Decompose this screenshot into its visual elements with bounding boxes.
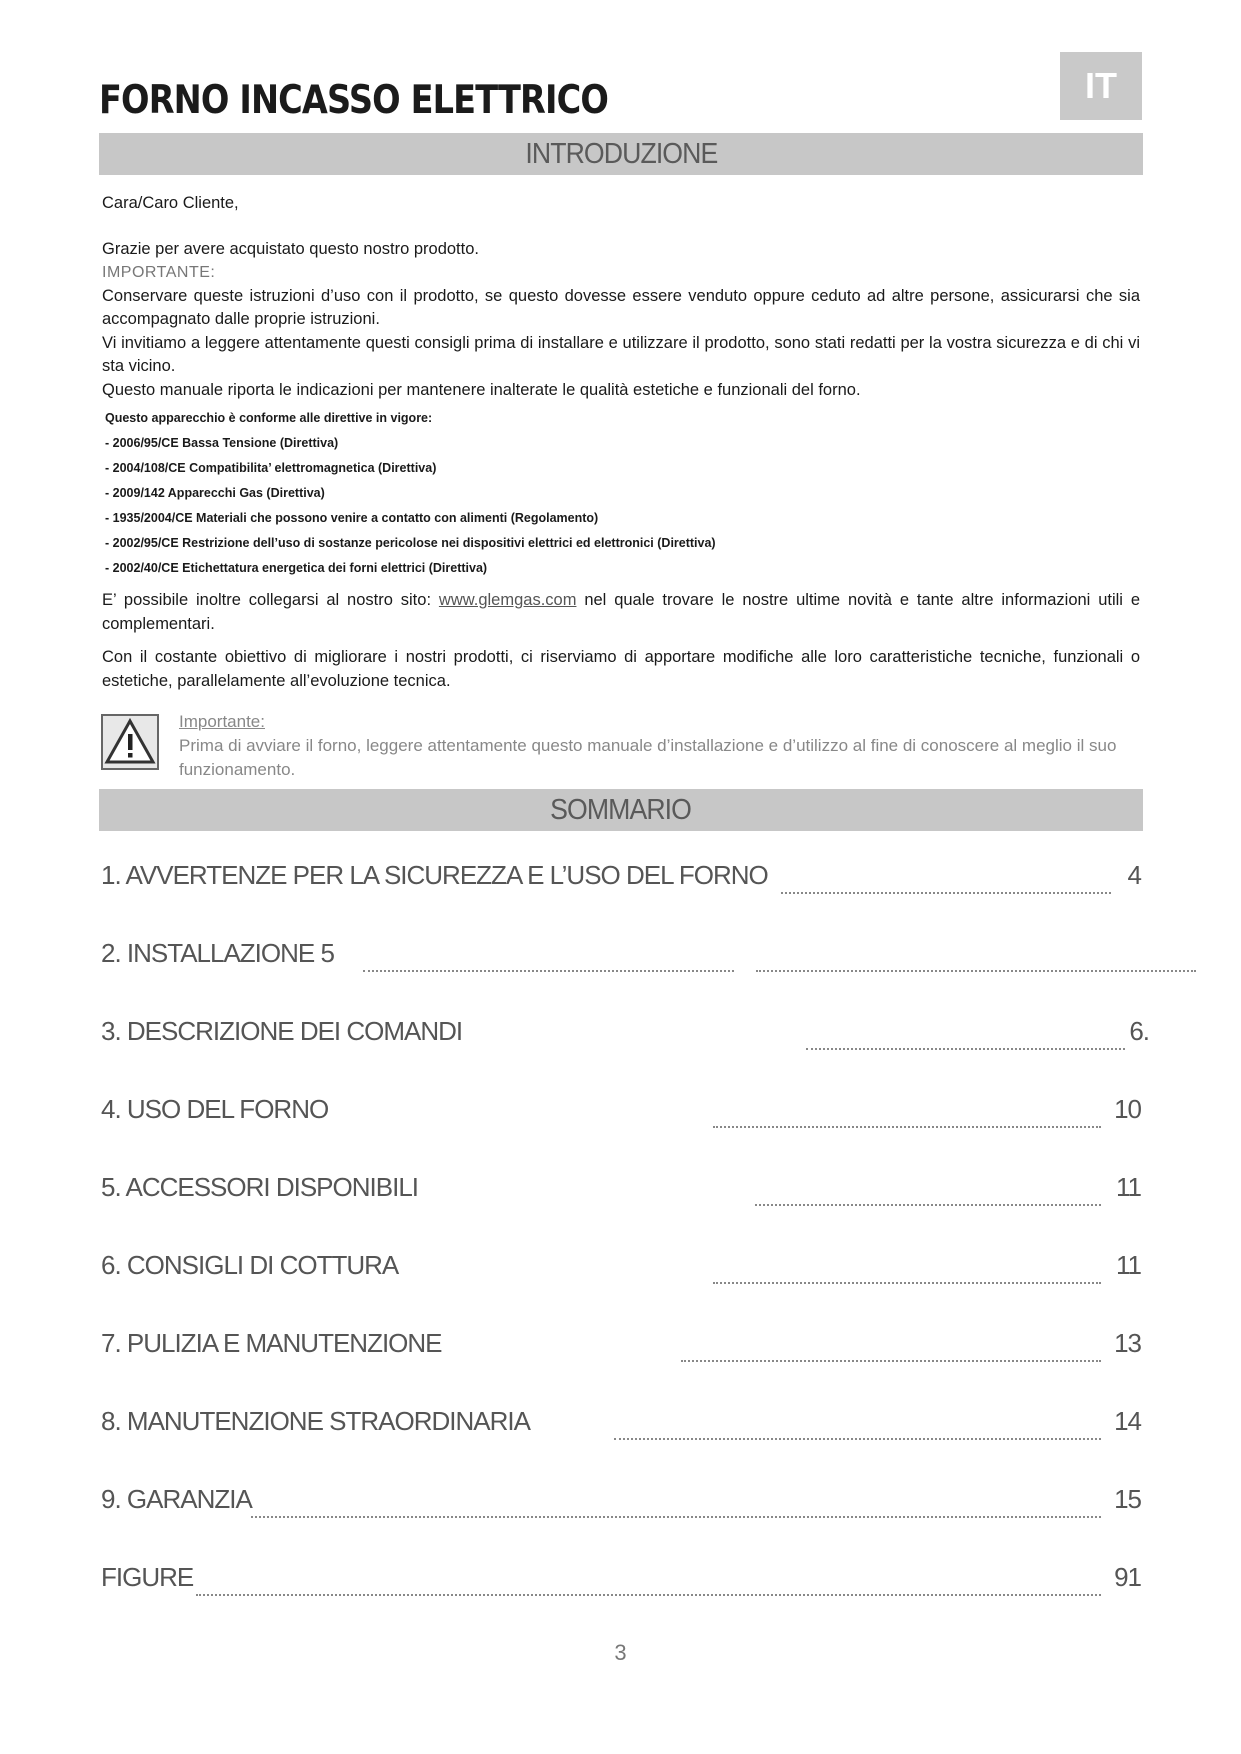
toc-item-page: 11 xyxy=(1110,1250,1141,1281)
toc-item-page: 14 xyxy=(1108,1406,1141,1437)
intro-section-header xyxy=(99,133,1143,175)
toc-item[interactable] xyxy=(101,938,1196,978)
directive-item: - 2002/40/CE Etichettatura energetica dei forni elettrici (Direttiva) xyxy=(105,561,488,575)
toc-item-page: 10 xyxy=(1108,1094,1141,1125)
toc-leader xyxy=(755,1172,1101,1206)
intro-paragraph-3: Questo manuale riporta le indicazioni per mantenere inalterate le qualità estetiche e funzionali del forno. xyxy=(102,380,861,399)
toc-item-page: 4 xyxy=(1122,860,1141,891)
toc-item[interactable] xyxy=(101,1328,1141,1368)
toc-item[interactable] xyxy=(101,1094,1141,1134)
toc-item-label: 7. PULIZIA E MANUTENZIONE xyxy=(101,1328,448,1359)
important-label: IMPORTANTE: xyxy=(102,264,216,281)
directive-item: - 2009/142 Apparecchi Gas (Direttiva) xyxy=(105,486,325,500)
website-text-after: nel quale trovare le nostre ultime novità e tante altre informazioni utili e complementari. xyxy=(102,591,1141,633)
toc-leader xyxy=(363,938,734,972)
improvement-paragraph: Con il costante obiettivo di migliorare i nostri prodotti, ci riserviamo di apportare modifiche alle loro caratteristiche tecniche, funzionali o estetiche, parallelamente all’evoluzione tecnica. xyxy=(102,648,1140,690)
directives-list xyxy=(102,406,1140,581)
intro-paragraph-1: Conservare queste istruzioni d’uso con il prodotto, se questo dovesse essere venduto oppure ceduto ad altre persone, assicurarsi che sia accompagnato dalle proprie istruzioni. xyxy=(102,286,1140,328)
directive-item: - 2004/108/CE Compatibilita’ elettromagnetica (Direttiva) xyxy=(105,461,437,475)
language-tab: IT xyxy=(1060,52,1142,120)
toc-item-label: 9. GARANZIA xyxy=(101,1484,258,1515)
warning-text: Prima di avviare il forno, leggere attentamente questo manuale d’installazione e d’utilizzo al fine di conoscere al meglio il suo funzionamento. xyxy=(179,736,1117,779)
toc-leader xyxy=(781,860,1111,894)
directives-title: Questo apparecchio è conforme alle direttive in vigore: xyxy=(105,411,433,425)
intro-section-title: INTRODUZIONE xyxy=(524,138,718,170)
toc-section-header xyxy=(99,789,1143,831)
toc-item-page: 11 xyxy=(1110,1172,1141,1203)
warning-triangle-icon xyxy=(101,714,159,770)
warning-text-block xyxy=(179,710,1139,782)
toc-item-label: 5. ACCESSORI DISPONIBILI xyxy=(101,1172,424,1203)
thanks-text: Grazie per avere acquistato questo nostro prodotto. xyxy=(102,239,479,258)
page-number: 3 xyxy=(614,1640,627,1665)
toc-item-page: 6. xyxy=(1123,1016,1149,1047)
toc-item[interactable] xyxy=(101,1562,1141,1602)
toc-item-page: 13 xyxy=(1108,1328,1141,1359)
greeting: Cara/Caro Cliente, xyxy=(102,194,239,212)
toc-leader xyxy=(196,1562,1101,1596)
intro-body xyxy=(102,192,1140,693)
toc-item[interactable] xyxy=(101,1406,1141,1446)
warning-box xyxy=(99,710,1143,780)
toc-item[interactable] xyxy=(101,1484,1141,1524)
toc-item[interactable] xyxy=(101,1172,1141,1212)
website-text-before: E’ possibile inoltre collegarsi al nostro sito: xyxy=(102,591,439,609)
toc-item-label: 8. MANUTENZIONE STRAORDINARIA xyxy=(101,1406,536,1437)
toc-item[interactable] xyxy=(101,1250,1141,1290)
toc-item[interactable] xyxy=(101,860,1141,900)
toc-item[interactable] xyxy=(101,1016,1149,1056)
toc-item-label: FIGURE xyxy=(101,1562,199,1593)
toc-leader xyxy=(614,1406,1101,1440)
toc-item-label: 4. USO DEL FORNO xyxy=(101,1094,334,1125)
document-title: FORNO INCASSO ELETTRICO xyxy=(99,78,608,123)
toc-leader xyxy=(251,1484,1101,1518)
warning-label: Importante: xyxy=(179,712,265,731)
toc-leader xyxy=(681,1328,1101,1362)
toc-item-label: 1. AVVERTENZE PER LA SICUREZZA E L’USO DEL FORNO xyxy=(101,860,774,891)
toc-item-label: 2. INSTALLAZIONE 5 xyxy=(101,938,340,969)
website-paragraph xyxy=(102,589,1140,636)
toc-section-title: SOMMARIO xyxy=(550,794,692,826)
toc-item-page: 15 xyxy=(1108,1484,1141,1515)
directive-item: - 1935/2004/CE Materiali che possono venire a contatto con alimenti (Regolamento) xyxy=(105,511,599,525)
toc-leader xyxy=(756,938,1196,972)
toc-leader xyxy=(713,1094,1101,1128)
intro-paragraph-2: Vi invitiamo a leggere attentamente questi consigli prima di installare e utilizzare il prodotto, sono stati redatti per la vostra sicurezza e di chi vi sta vicino. xyxy=(102,333,1140,375)
directive-item: - 2002/95/CE Restrizione dell’uso di sostanze pericolose nei dispositivi elettrici ed elettronici (Direttiva) xyxy=(105,536,716,550)
website-link[interactable]: www.glemgas.com xyxy=(438,591,577,609)
toc-item-page: 91 xyxy=(1108,1562,1141,1593)
toc-leader xyxy=(806,1016,1125,1050)
toc-leader xyxy=(713,1250,1101,1284)
directive-item: - 2006/95/CE Bassa Tensione (Direttiva) xyxy=(105,436,339,450)
toc-item-label: 3. DESCRIZIONE DEI COMANDI xyxy=(101,1016,468,1047)
toc-item-label: 6. CONSIGLI DI COTTURA xyxy=(101,1250,404,1281)
